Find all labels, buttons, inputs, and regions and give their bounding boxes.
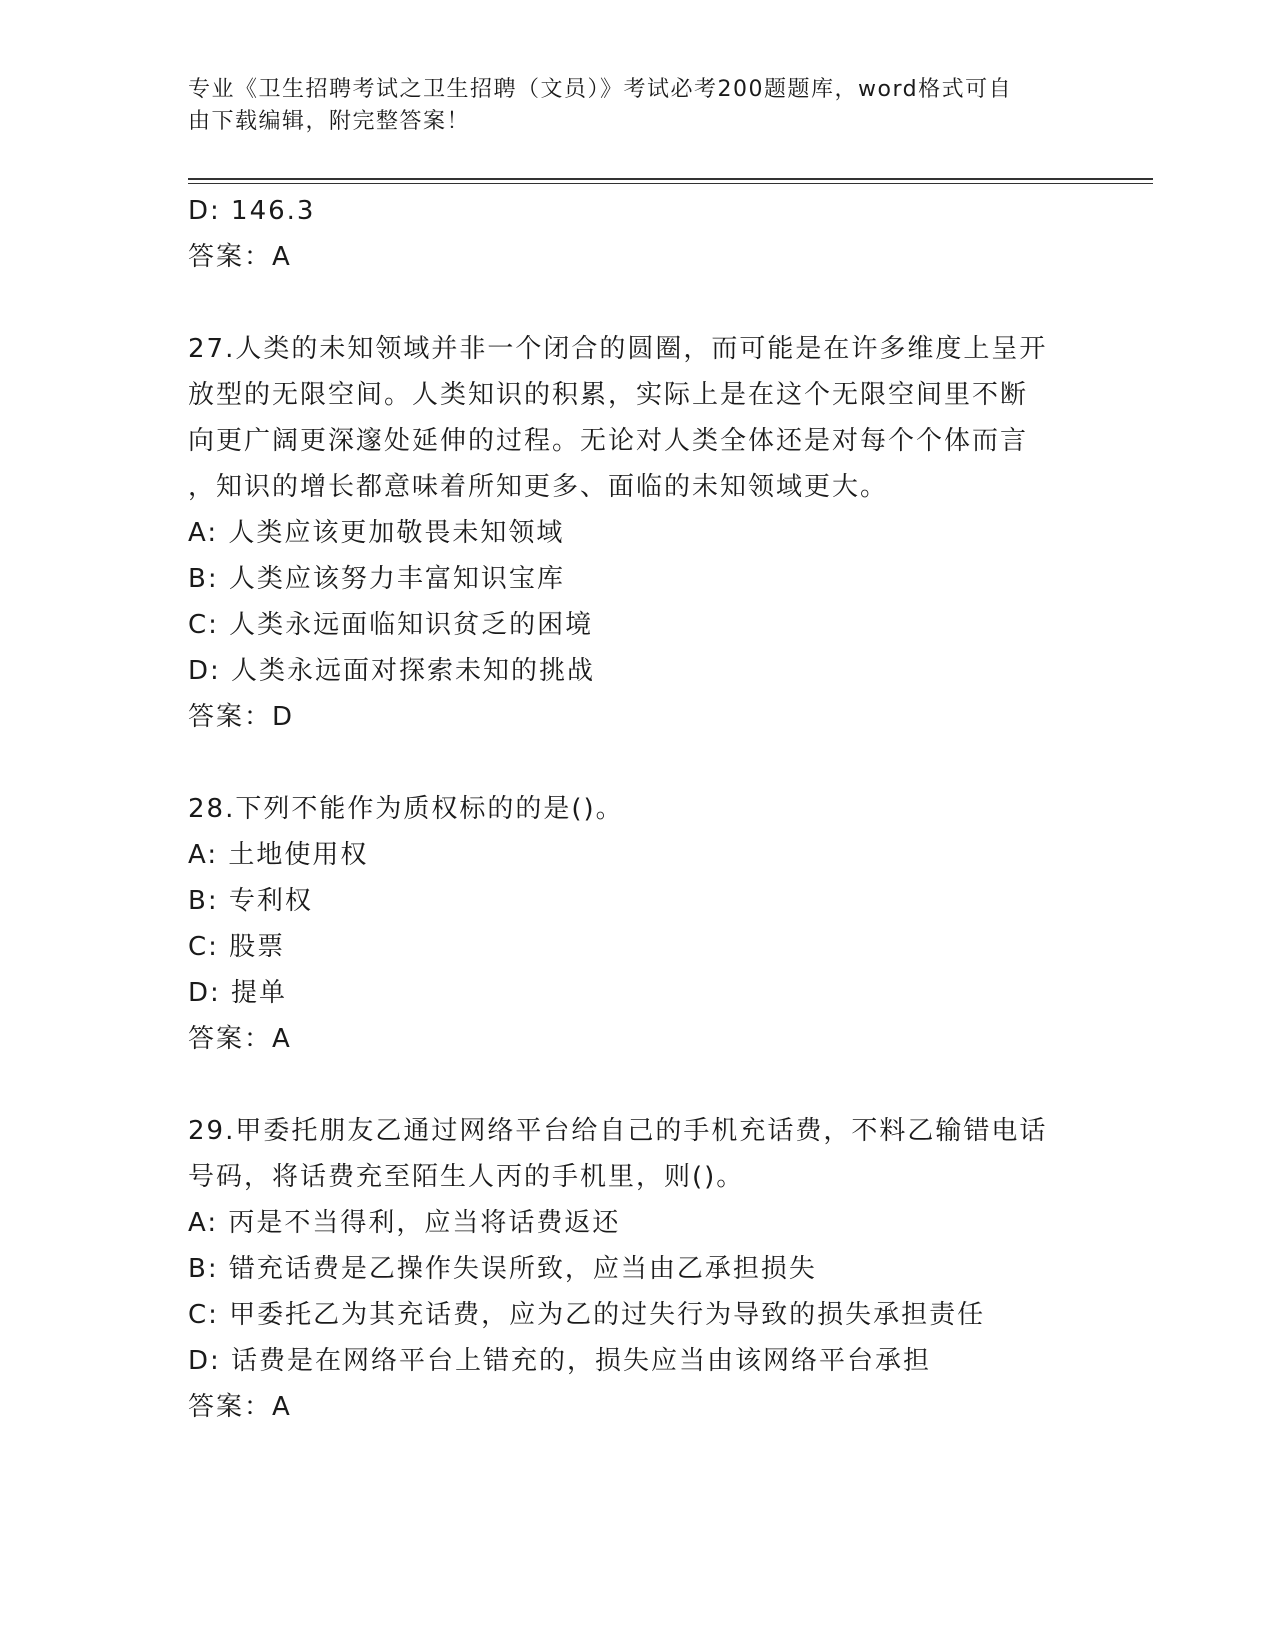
option-a: A: 丙是不当得利，应当将话费返还 — [188, 1208, 621, 1238]
header-line-1: 专业《卫生招聘考试之卫生招聘（文员）》考试必考200题题库，word格式可自 — [188, 77, 1013, 102]
question-26-tail — [188, 188, 1088, 280]
option-d: D: 话费是在网络平台上错充的，损失应当由该网络平台承担 — [188, 1346, 932, 1376]
option-b: B: 错充话费是乙操作失误所致，应当由乙承担损失 — [188, 1254, 817, 1284]
question-27 — [188, 326, 1088, 740]
option-b: B: 人类应该努力丰富知识宝库 — [188, 564, 565, 594]
option-c: C: 人类永远面临知识贫乏的困境 — [188, 610, 594, 640]
question-stem-line: 向更广阔更深邃处延伸的过程。无论对人类全体还是对每个个体而言 — [188, 426, 1029, 456]
question-stem-line: 放型的无限空间。人类知识的积累，实际上是在这个无限空间里不断 — [188, 380, 1029, 410]
option-a: A: 人类应该更加敬畏未知领域 — [188, 518, 565, 548]
spacer — [188, 280, 1088, 326]
question-stem-line: 29.甲委托朋友乙通过网络平台给自己的手机充话费，不料乙输错电话 — [188, 1116, 1048, 1146]
document-body — [188, 188, 1088, 1430]
header-divider — [188, 178, 1153, 184]
answer-line: 答案：A — [188, 242, 292, 272]
option-b: B: 专利权 — [188, 886, 313, 916]
question-28 — [188, 786, 1088, 1062]
answer-line: 答案：A — [188, 1392, 292, 1422]
option-d: D: 146.3 — [188, 196, 316, 226]
option-d: D: 提单 — [188, 978, 288, 1008]
question-stem-line: ，知识的增长都意味着所知更多、面临的未知领域更大。 — [188, 472, 889, 502]
answer-line: 答案：A — [188, 1024, 292, 1054]
question-stem-line: 27.人类的未知领域并非一个闭合的圆圈，而可能是在许多维度上呈开 — [188, 334, 1048, 364]
option-d: D: 人类永远面对探索未知的挑战 — [188, 656, 596, 686]
option-a: A: 土地使用权 — [188, 840, 369, 870]
question-stem-line: 28.下列不能作为质权标的的是()。 — [188, 794, 624, 824]
spacer — [188, 740, 1088, 786]
spacer — [188, 1062, 1088, 1108]
option-c: C: 股票 — [188, 932, 286, 962]
option-c: C: 甲委托乙为其充话费，应为乙的过失行为导致的损失承担责任 — [188, 1300, 986, 1330]
header-line-2: 由下载编辑，附完整答案！ — [188, 109, 471, 134]
page-header — [188, 74, 1068, 138]
question-stem-line: 号码，将话费充至陌生人丙的手机里，则()。 — [188, 1162, 745, 1192]
question-29 — [188, 1108, 1088, 1430]
answer-line: 答案：D — [188, 702, 295, 732]
